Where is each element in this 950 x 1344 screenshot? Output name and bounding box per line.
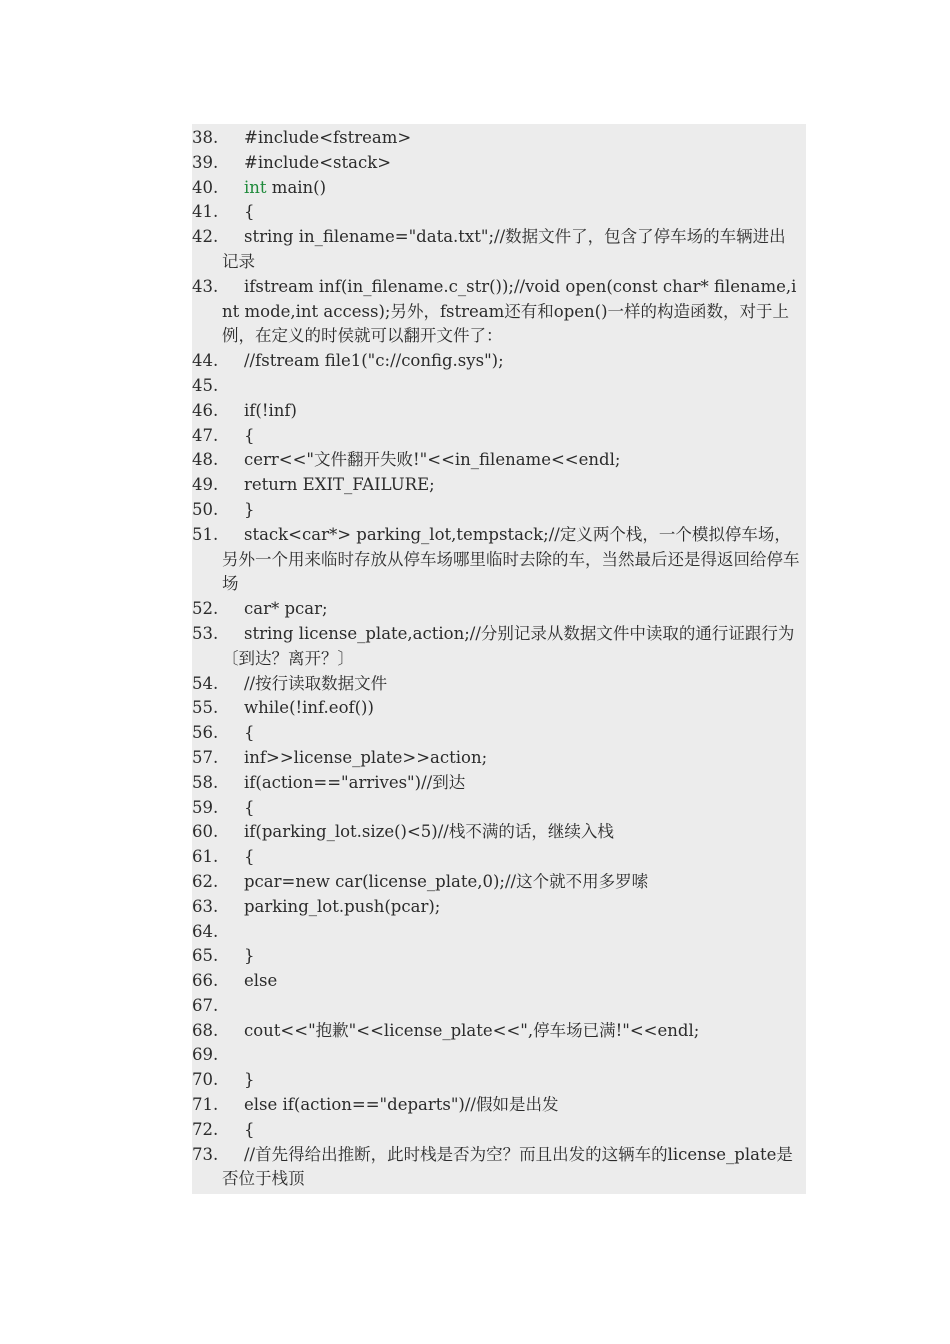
code-text-content: {: [244, 723, 255, 743]
code-line: [192, 994, 806, 1019]
code-text-content: {: [244, 202, 255, 222]
line-number: 56.: [192, 723, 219, 743]
code-text: [192, 225, 806, 275]
line-number: 68.: [192, 1020, 219, 1040]
code-text: [192, 920, 806, 945]
code-text-content: cout<<"抱歉"<<license_plate<<",停车场已满!"<<endl;: [244, 1020, 700, 1040]
code-text-content: }: [244, 1070, 255, 1090]
code-text: [192, 275, 806, 349]
code-text: [192, 1019, 806, 1044]
line-number: 57.: [192, 747, 219, 767]
code-line: [192, 895, 806, 920]
code-line: [192, 672, 806, 697]
code-text: [192, 1068, 806, 1093]
code-text-content: if(!inf): [244, 400, 297, 420]
code-line: [192, 969, 806, 994]
line-number: 55.: [192, 698, 219, 718]
code-text-content: {: [244, 425, 255, 445]
code-line: [192, 622, 806, 672]
code-line: [192, 1093, 806, 1118]
line-number: 60.: [192, 822, 219, 842]
code-line: [192, 424, 806, 449]
line-number: 41.: [192, 202, 219, 222]
line-number: 54.: [192, 673, 219, 693]
code-line: [192, 1043, 806, 1068]
code-text: [192, 399, 806, 424]
line-number: 62.: [192, 871, 219, 891]
code-text-content: #include<fstream>: [244, 128, 412, 147]
code-text: [192, 820, 806, 845]
code-text: [192, 622, 806, 672]
code-text-content: {: [244, 847, 255, 867]
code-line: [192, 200, 806, 225]
line-number: 43.: [192, 276, 219, 296]
code-text: [192, 498, 806, 523]
code-line: [192, 448, 806, 473]
code-line: [192, 1068, 806, 1093]
line-number: 45.: [192, 375, 219, 395]
code-text-content: if(action=="arrives")//到达: [244, 772, 466, 792]
code-text-content: else: [244, 971, 278, 991]
code-text-content: {: [244, 797, 255, 817]
code-text: [192, 1143, 806, 1193]
code-line: [192, 597, 806, 622]
line-number: 71.: [192, 1095, 219, 1115]
code-line: [192, 944, 806, 969]
line-number: 50.: [192, 499, 219, 519]
code-text-content: //首先得给出推断，此时栈是否为空？而且出发的这辆车的license_plate是否位于栈顶: [222, 1144, 793, 1189]
code-text: [192, 771, 806, 796]
code-text: [192, 994, 806, 1019]
code-line: [192, 349, 806, 374]
line-number: 49.: [192, 475, 219, 495]
code-line: [192, 473, 806, 498]
code-text-content: cerr<<"文件翻开失败!"<<in_filename<<endl;: [244, 450, 621, 470]
code-text: [192, 1043, 806, 1068]
code-text: [192, 151, 806, 176]
code-text: [192, 1093, 806, 1118]
code-text: [192, 845, 806, 870]
line-number: 46.: [192, 400, 219, 420]
code-line: [192, 523, 806, 597]
code-line: [192, 796, 806, 821]
code-text: [192, 1118, 806, 1143]
code-text: [192, 895, 806, 920]
code-text: [192, 176, 806, 201]
code-text: [192, 721, 806, 746]
code-text: [192, 796, 806, 821]
code-text: [192, 746, 806, 771]
code-text-content: }: [244, 946, 255, 966]
code-line: [192, 275, 806, 349]
code-text: [192, 523, 806, 597]
code-line: [192, 374, 806, 399]
code-text: [192, 349, 806, 374]
code-text-content: //fstream file1("c://config.sys");: [244, 351, 504, 371]
code-line: [192, 1143, 806, 1193]
line-number: 69.: [192, 1045, 219, 1065]
code-block: [192, 124, 806, 1194]
code-text: [192, 696, 806, 721]
code-line: [192, 1019, 806, 1044]
code-text: [192, 126, 806, 151]
code-text: [192, 424, 806, 449]
code-text-content: while(!inf.eof()): [244, 698, 374, 718]
code-text-content: string license_plate,action;//分别记录从数据文件中读取的通行证跟行为〔到达？离开？〕: [222, 623, 795, 668]
code-text-content: //按行读取数据文件: [244, 673, 388, 693]
code-text-content: #include<stack>: [244, 152, 392, 172]
code-line: [192, 225, 806, 275]
code-text-content: string in_filename="data.txt";//数据文件了，包含了停车场的车辆进出记录: [222, 227, 786, 271]
code-text: [192, 944, 806, 969]
code-text-content: inf>>license_plate>>action;: [244, 747, 488, 767]
code-text: [192, 374, 806, 399]
code-text: [192, 672, 806, 697]
line-number: 63.: [192, 896, 219, 916]
code-text-content: else if(action=="departs")//假如是出发: [244, 1095, 559, 1115]
code-line: [192, 1118, 806, 1143]
code-text: [192, 969, 806, 994]
code-text-content: if(parking_lot.size()<5)//栈不满的话，继续入栈: [244, 822, 614, 842]
line-number: 73.: [192, 1144, 219, 1164]
keyword: int: [244, 177, 267, 197]
code-line: [192, 845, 806, 870]
code-line: [192, 498, 806, 523]
line-number: 42.: [192, 227, 219, 247]
code-line: [192, 771, 806, 796]
code-line: [192, 920, 806, 945]
code-line: [192, 399, 806, 424]
line-number: 58.: [192, 772, 219, 792]
line-number: 61.: [192, 847, 219, 867]
code-text-content: ifstream inf(in_filename.c_str());//void open(const char* filename,int mode,int access);另外，fstream还有和open()一样的构造函数，对于上例，在定义的时侯就可以翻开文件了：: [222, 276, 797, 346]
line-number: 48.: [192, 450, 219, 470]
code-text-rest: main(): [266, 177, 327, 197]
line-number: 38.: [192, 128, 219, 147]
code-text: [192, 870, 806, 895]
code-text-content: stack<car*> parking_lot,tempstack;//定义两个栈，一个模拟停车场，另外一个用来临时存放从停车场哪里临时去除的车，当然最后还是得返回给停车场: [222, 524, 800, 594]
code-line: [192, 870, 806, 895]
line-number: 44.: [192, 351, 219, 371]
code-text: [192, 597, 806, 622]
code-text-content: pcar=new car(license_plate,0);//这个就不用多罗嗦: [244, 871, 649, 891]
code-text-content: car* pcar;: [244, 599, 328, 619]
code-text-content: parking_lot.push(pcar);: [244, 896, 441, 916]
line-number: 51.: [192, 524, 219, 544]
line-number: 65.: [192, 946, 219, 966]
line-number: 66.: [192, 971, 219, 991]
code-text: [192, 473, 806, 498]
code-line: [192, 126, 806, 151]
line-number: 72.: [192, 1119, 219, 1139]
code-text: [192, 448, 806, 473]
line-number: 39.: [192, 152, 219, 172]
line-number: 67.: [192, 995, 219, 1015]
code-line: [192, 746, 806, 771]
code-line: [192, 151, 806, 176]
code-line: [192, 721, 806, 746]
line-number: 47.: [192, 425, 219, 445]
code-text-content: {: [244, 1119, 255, 1139]
line-number: 64.: [192, 921, 219, 941]
code-line: [192, 820, 806, 845]
line-number: 52.: [192, 599, 219, 619]
line-number: 40.: [192, 177, 219, 197]
code-line: [192, 176, 806, 201]
code-line: [192, 696, 806, 721]
code-text: [192, 200, 806, 225]
code-text-content: return EXIT_FAILURE;: [244, 475, 435, 495]
code-text-content: }: [244, 499, 255, 519]
line-number: 70.: [192, 1070, 219, 1090]
line-number: 53.: [192, 623, 219, 643]
line-number: 59.: [192, 797, 219, 817]
